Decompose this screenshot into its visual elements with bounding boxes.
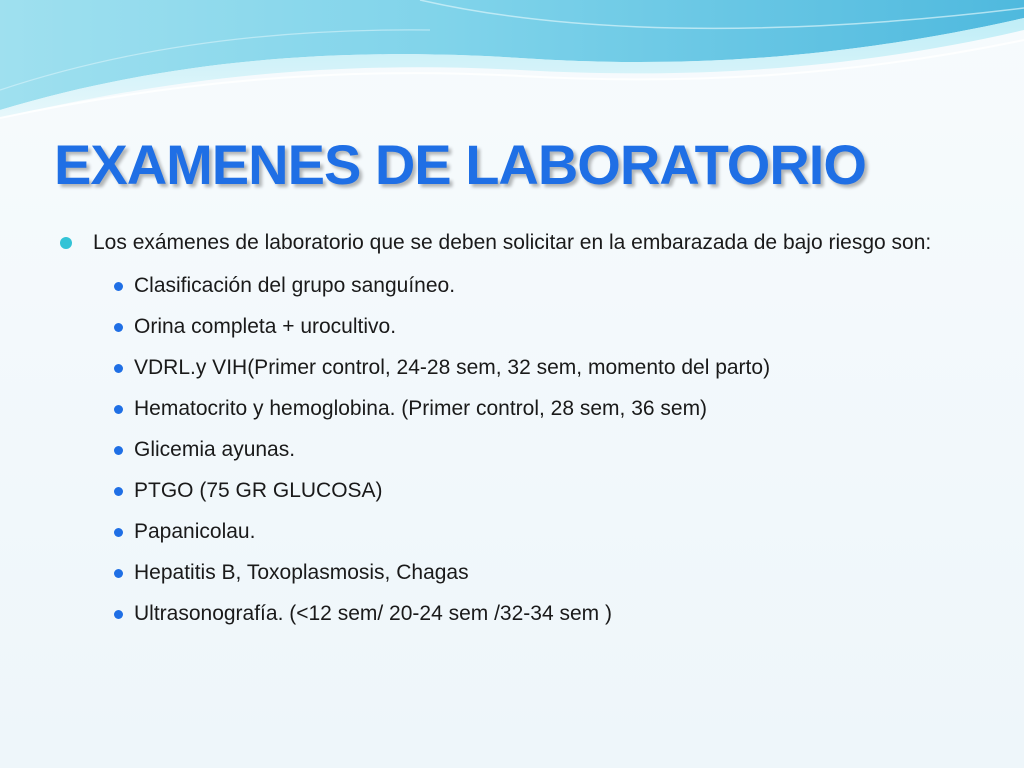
decorative-wave-header	[0, 0, 1024, 125]
list-item: Clasificación del grupo sanguíneo.	[114, 265, 964, 306]
bullet-dot-icon	[114, 487, 123, 496]
bullet-dot-icon	[114, 405, 123, 414]
list-item: Ultrasonografía. (<12 sem/ 20-24 sem /32-34 sem )	[114, 593, 964, 634]
bullet-dot-icon	[114, 364, 123, 373]
bullet-dot-icon	[114, 528, 123, 537]
list-item: Papanicolau.	[114, 511, 964, 552]
list-item: Glicemia ayunas.	[114, 429, 964, 470]
bullet-dot-icon	[114, 282, 123, 291]
exam-list	[60, 265, 964, 634]
intro-text: Los exámenes de laboratorio que se deben solicitar en la embarazada de bajo riesgo son:	[93, 231, 932, 254]
bullet-dot-icon	[114, 569, 123, 578]
list-item: Hematocrito y hemoglobina. (Primer control, 28 sem, 36 sem)	[114, 388, 964, 429]
list-item: VDRL.y VIH(Primer control, 24-28 sem, 32 sem, momento del parto)	[114, 347, 964, 388]
slide-content	[60, 226, 964, 634]
bullet-circle-icon	[60, 237, 72, 249]
list-item: PTGO (75 GR GLUCOSA)	[114, 470, 964, 511]
slide-title: EXAMENES DE LABORATORIO	[54, 133, 866, 196]
bullet-dot-icon	[114, 323, 123, 332]
intro-paragraph	[60, 226, 964, 259]
list-item: Orina completa + urocultivo.	[114, 306, 964, 347]
bullet-dot-icon	[114, 610, 123, 619]
list-item: Hepatitis B, Toxoplasmosis, Chagas	[114, 552, 964, 593]
bullet-dot-icon	[114, 446, 123, 455]
